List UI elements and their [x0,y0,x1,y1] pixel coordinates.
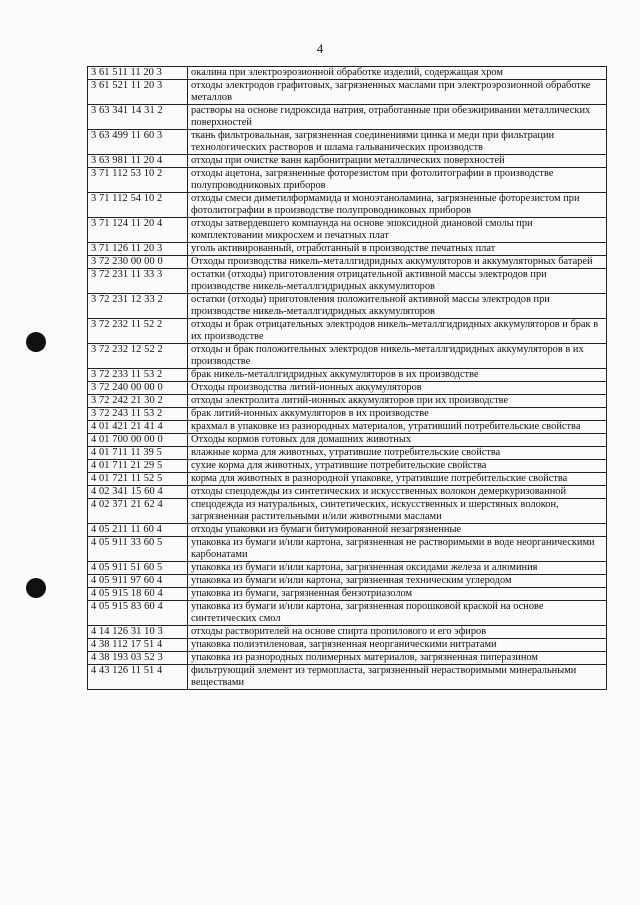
waste-description-cell: отходы и брак положительных электродов никель-металлгидридных аккумуляторов в их производстве [188,344,607,369]
waste-description-cell: корма для животных в разнородной упаковке, утратившие потребительские свойства [188,473,607,486]
table-row [88,626,607,639]
waste-description-cell: спецодежда из натуральных, синтетических, искусственных и шерстяных волокон, загрязненная растительными и/или животными маслами [188,499,607,524]
waste-code-cell: 3 72 243 11 53 2 [88,408,188,421]
waste-code-cell: 3 63 981 11 20 4 [88,155,188,168]
table-row [88,562,607,575]
table-row [88,588,607,601]
waste-code-cell: 3 72 233 11 53 2 [88,369,188,382]
waste-description-cell: отходы растворителей на основе спирта пропилового и его эфиров [188,626,607,639]
waste-code-cell: 4 02 371 21 62 4 [88,499,188,524]
waste-description-cell: Отходы кормов готовых для домашних животных [188,434,607,447]
waste-description-cell: упаковка из бумаги и/или картона, загрязненная оксидами железа и алюминия [188,562,607,575]
table-row [88,369,607,382]
waste-description-cell: упаковка из бумаги и/или картона, загрязненная порошковой краской на основе синтетических смол [188,601,607,626]
waste-description-cell: фильтрующий элемент из термопласта, загрязненный нерастворимыми минеральными веществами [188,665,607,690]
punch-hole [26,332,46,352]
waste-code-cell: 4 43 126 11 51 4 [88,665,188,690]
waste-code-cell: 3 72 242 21 30 2 [88,395,188,408]
waste-description-cell: отходы при очистке ванн карбонитрации металлических поверхностей [188,155,607,168]
waste-code-cell: 4 01 711 21 29 5 [88,460,188,473]
waste-code-cell: 4 05 915 18 60 4 [88,588,188,601]
waste-code-cell: 3 71 126 11 20 3 [88,243,188,256]
waste-code-cell: 4 14 126 31 10 3 [88,626,188,639]
table-row [88,269,607,294]
waste-description-cell: окалина при электроэрозионной обработке изделий, содержащая хром [188,67,607,80]
waste-description-cell: брак литий-ионных аккумуляторов в их производстве [188,408,607,421]
waste-code-cell: 3 72 230 00 00 0 [88,256,188,269]
table-row [88,601,607,626]
waste-code-cell: 4 05 911 51 60 5 [88,562,188,575]
waste-description-cell: брак никель-металлгидридных аккумуляторов в их производстве [188,369,607,382]
waste-description-cell: ткань фильтровальная, загрязненная соединениями цинка и меди при фильтрации технологических растворов и шлама гальванических производств [188,130,607,155]
waste-code-cell: 4 05 211 11 60 4 [88,524,188,537]
waste-description-cell: упаковка из разнородных полимерных материалов, загрязненная пиперазином [188,652,607,665]
table-row [88,155,607,168]
waste-description-cell: уголь активированный, отработанный в производстве печатных плат [188,243,607,256]
table-row [88,537,607,562]
waste-code-cell: 4 01 700 00 00 0 [88,434,188,447]
table-row [88,408,607,421]
waste-code-cell: 4 02 341 15 60 4 [88,486,188,499]
waste-description-cell: отходы спецодежды из синтетических и искусственных волокон демеркуризованной [188,486,607,499]
waste-description-cell: Отходы производства никель-металлгидридных аккумуляторов и аккумуляторных батарей [188,256,607,269]
waste-classification-table [87,66,607,690]
waste-description-cell: упаковка из бумаги и/или картона, загрязненная не растворимыми в воде неорганическими карбонатами [188,537,607,562]
table-row [88,395,607,408]
table-row [88,294,607,319]
waste-description-cell: отходы и брак отрицательных электродов никель-металлгидридных аккумуляторов и брак в их производстве [188,319,607,344]
waste-code-cell: 4 01 721 11 52 5 [88,473,188,486]
waste-description-cell: Отходы производства литий-ионных аккумуляторов [188,382,607,395]
table-row [88,80,607,105]
waste-code-cell: 3 72 240 00 00 0 [88,382,188,395]
waste-description-cell: отходы электролита литий-ионных аккумуляторов при их производстве [188,395,607,408]
table-row [88,575,607,588]
waste-description-cell: остатки (отходы) приготовления отрицательной активной массы электродов при производстве никель-металлгидридных аккумуляторов [188,269,607,294]
page-number: 4 [316,41,324,56]
table-row [88,130,607,155]
waste-code-cell: 3 72 232 11 52 2 [88,319,188,344]
waste-description-cell: отходы электродов графитовых, загрязненных маслами при электроэрозионной обработке металлов [188,80,607,105]
table-row [88,447,607,460]
waste-code-cell: 3 71 124 11 20 4 [88,218,188,243]
waste-code-cell: 3 71 112 54 10 2 [88,193,188,218]
table-row [88,524,607,537]
waste-description-cell: упаковка полиэтиленовая, загрязненная неорганическими нитратами [188,639,607,652]
waste-description-cell: остатки (отходы) приготовления положительной активной массы электродов при производстве никель-металлгидридных аккумуляторов [188,294,607,319]
table-row [88,344,607,369]
waste-code-cell: 3 72 231 11 33 3 [88,269,188,294]
waste-description-cell: упаковка из бумаги и/или картона, загрязненная техническим углеродом [188,575,607,588]
waste-description-cell: отходы затвердевшего компаунда на основе эпоксидной диановой смолы при комплектовании микросхем и печатных плат [188,218,607,243]
waste-description-cell: отходы упаковки из бумаги битумированной незагрязненные [188,524,607,537]
table-row [88,499,607,524]
waste-description-cell: отходы смеси диметилформамида и моноэтаноламина, загрязненные фоторезистом при фотолитографии в производстве полупроводниковых приборов [188,193,607,218]
waste-code-cell: 3 61 521 11 20 3 [88,80,188,105]
table-row [88,639,607,652]
waste-description-cell: влажные корма для животных, утратившие потребительские свойства [188,447,607,460]
waste-code-cell: 3 63 341 14 31 2 [88,105,188,130]
table-row [88,67,607,80]
table-row [88,243,607,256]
waste-description-cell: отходы ацетона, загрязненные фоторезистом при фотолитографии в производстве полупроводниковых приборов [188,168,607,193]
waste-code-cell: 4 01 711 11 39 5 [88,447,188,460]
table-row [88,193,607,218]
waste-code-cell: 3 72 231 12 33 2 [88,294,188,319]
table-row [88,486,607,499]
waste-description-cell: упаковка из бумаги, загрязненная бензотриазолом [188,588,607,601]
waste-description-cell: крахмал в упаковке из разнородных материалов, утративший потребительские свойства [188,421,607,434]
table-row [88,319,607,344]
table-row [88,168,607,193]
table-row [88,473,607,486]
waste-code-cell: 3 61 511 11 20 3 [88,67,188,80]
table-row [88,105,607,130]
waste-code-cell: 4 05 911 33 60 5 [88,537,188,562]
table-row [88,460,607,473]
punch-hole [26,578,46,598]
waste-code-cell: 4 01 421 21 41 4 [88,421,188,434]
table-row [88,652,607,665]
waste-description-cell: сухие корма для животных, утратившие потребительские свойства [188,460,607,473]
waste-code-cell: 3 63 499 11 60 3 [88,130,188,155]
waste-code-cell: 4 05 915 83 60 4 [88,601,188,626]
table-row [88,421,607,434]
waste-code-cell: 4 05 911 97 60 4 [88,575,188,588]
table-group-row [88,382,607,395]
waste-description-cell: растворы на основе гидроксида натрия, отработанные при обезжиривании металлических поверхностей [188,105,607,130]
table-group-row [88,256,607,269]
table-group-row [88,434,607,447]
waste-code-cell: 4 38 193 03 52 3 [88,652,188,665]
waste-code-cell: 3 71 112 53 10 2 [88,168,188,193]
table-row [88,665,607,690]
waste-code-cell: 3 72 232 12 52 2 [88,344,188,369]
waste-code-cell: 4 38 112 17 51 4 [88,639,188,652]
table-body [88,67,607,690]
table-row [88,218,607,243]
